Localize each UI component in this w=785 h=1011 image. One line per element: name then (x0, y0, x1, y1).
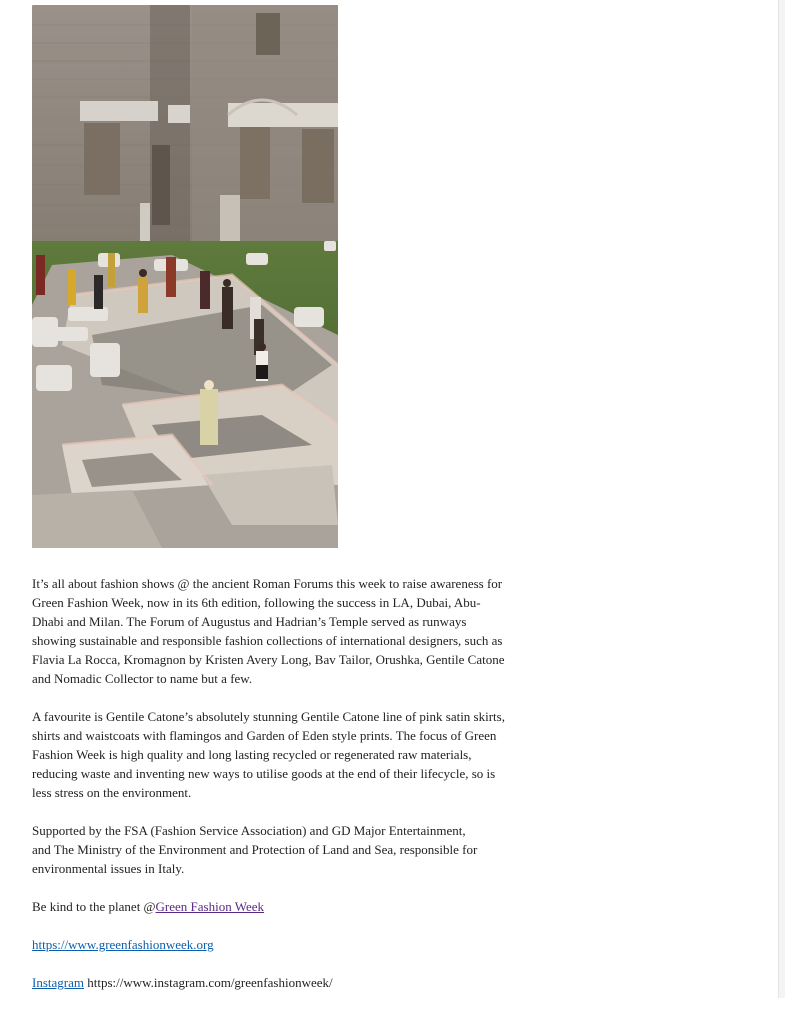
article (32, 5, 552, 1011)
instagram-link[interactable]: Instagram (32, 975, 84, 990)
kind-line (32, 897, 552, 916)
website-link[interactable]: https://www.greenfashionweek.org (32, 937, 214, 952)
instagram-url-text: https://www.instagram.com/greenfashionweek/ (83, 975, 333, 990)
runway-photo (32, 5, 338, 548)
article-body (32, 574, 552, 992)
instagram-line (32, 973, 552, 992)
paragraph-supported: Supported by the FSA (Fashion Service Association) and GD Major Entertainment, and The Ministry of the Environment and Protection of Land and Sea, responsible for environmental issues in Italy. (32, 823, 478, 876)
kind-line-prefix: Be kind to the planet @ (32, 899, 156, 914)
paragraph-favourite: A favourite is Gentile Catone’s absolutely stunning Gentile Catone line of pink satin skirts, shirts and waistcoats with flamingos and Garden of Eden style prints. The focus of Green Fashion Week is high quality and long lasting recycled or regenerated raw materials, reducing waste and inventing new ways to utilise goods at the end of their lifecycle, so is less stress on the environment. (32, 709, 505, 800)
green-fashion-week-link[interactable]: Green Fashion Week (155, 899, 265, 914)
scrollbar[interactable] (778, 0, 785, 998)
paragraph-intro: It’s all about fashion shows @ the ancient Roman Forums this week to raise awareness for Green Fashion Week, now in its 6th edition, following the success in LA, Dubai, Abu- Dhabi and Milan. The Forum of Augustus and Hadrian’s Temple served as runways showing sustainable and responsible fashion collections of international designers, such as Flavia La Rocca, Kromagnon by Kristen Avery Long, Bav Tailor, Orushka, Gentile Catone and Nomadic Collector to name but a few. (32, 576, 505, 686)
website-line (32, 935, 552, 954)
